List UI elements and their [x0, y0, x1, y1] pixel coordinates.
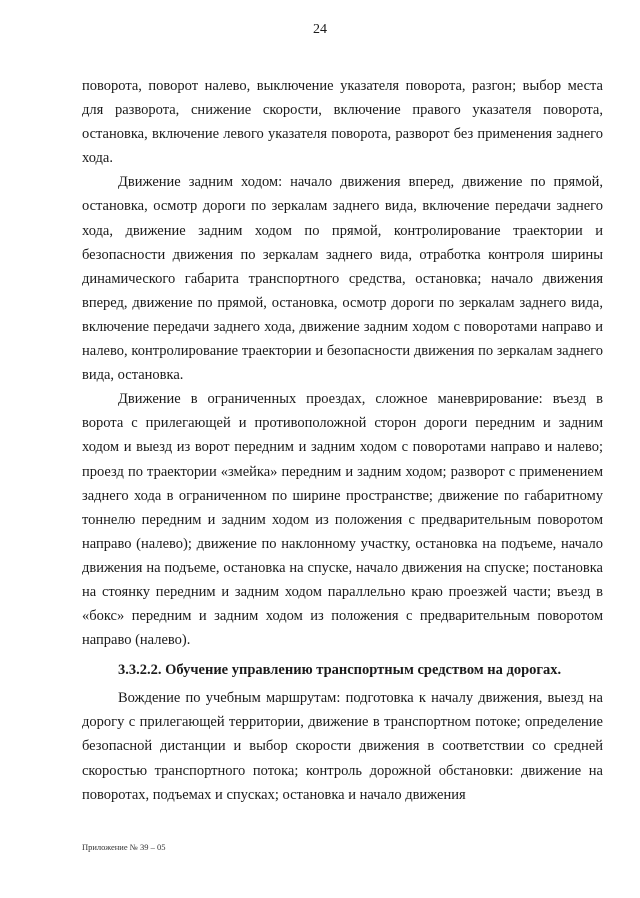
paragraph-continuation: поворота, поворот налево, выключение указателя поворота, разгон; выбор места для разворота, снижение скорости, включение правого указателя поворота, остановка, включение левого указателя поворота, разворот без применения заднего хода. [82, 78, 603, 167]
document-body [82, 74, 603, 807]
paragraph-reverse-driving: Движение задним ходом: начало движения вперед, движение по прямой, остановка, осмотр дороги по зеркалам заднего вида, включение передачи заднего хода, движение задним ходом по прямой, контролирование траектории и безопасности движения по зеркалам заднего вида, отработка контроля ширины динамического габарита транспортного средства, остановка; начало движения вперед, движение по прямой, остановка, осмотр дороги по зеркалам заднего вида, включение передачи заднего хода, движение задним ходом с поворотами направо и налево, контролирование траектории и безопасности движения по зеркалам заднего вида, остановка. [82, 174, 603, 384]
section-heading: 3.3.2.2. Обучение управлению транспортным средством на дорогах. [118, 662, 562, 679]
footer-note: Приложение № 39 – 05 [82, 842, 166, 852]
page-number: 24 [313, 22, 327, 37]
paragraph-limited-passages: Движение в ограниченных проездах, сложное маневрирование: въезд в ворота с прилегающей и противоположной сторон дороги передним и задним ходом и выезд из ворот передним и задним ходом с поворотами направо и налево; проезд по траектории «змейка» передним и задним ходом; разворот с применением заднего хода в ограниченном по ширине пространстве; движение по габаритному тоннелю передним и задним ходом из положения с предварительным поворотом направо (налево); движение по наклонному участку, остановка на подъеме, начало движения на подъеме, остановка на спуске, начало движения на спуске; постановка на стоянку передним и задним ходом параллельно краю проезжей части; въезд в «бокс» передним и задним ходом из положения с предварительным поворотом направо (налево). [82, 391, 603, 649]
paragraph-training-routes: Вождение по учебным маршрутам: подготовка к началу движения, выезд на дорогу с прилегающей территории, движение в транспортном потоке; определение безопасной дистанции и выбор скорости движения в соответствии со средней скоростью транспортного потока; контроль дорожной обстановки: движение на поворотах, подъемах и спусках; остановка и начало движения [82, 690, 603, 803]
